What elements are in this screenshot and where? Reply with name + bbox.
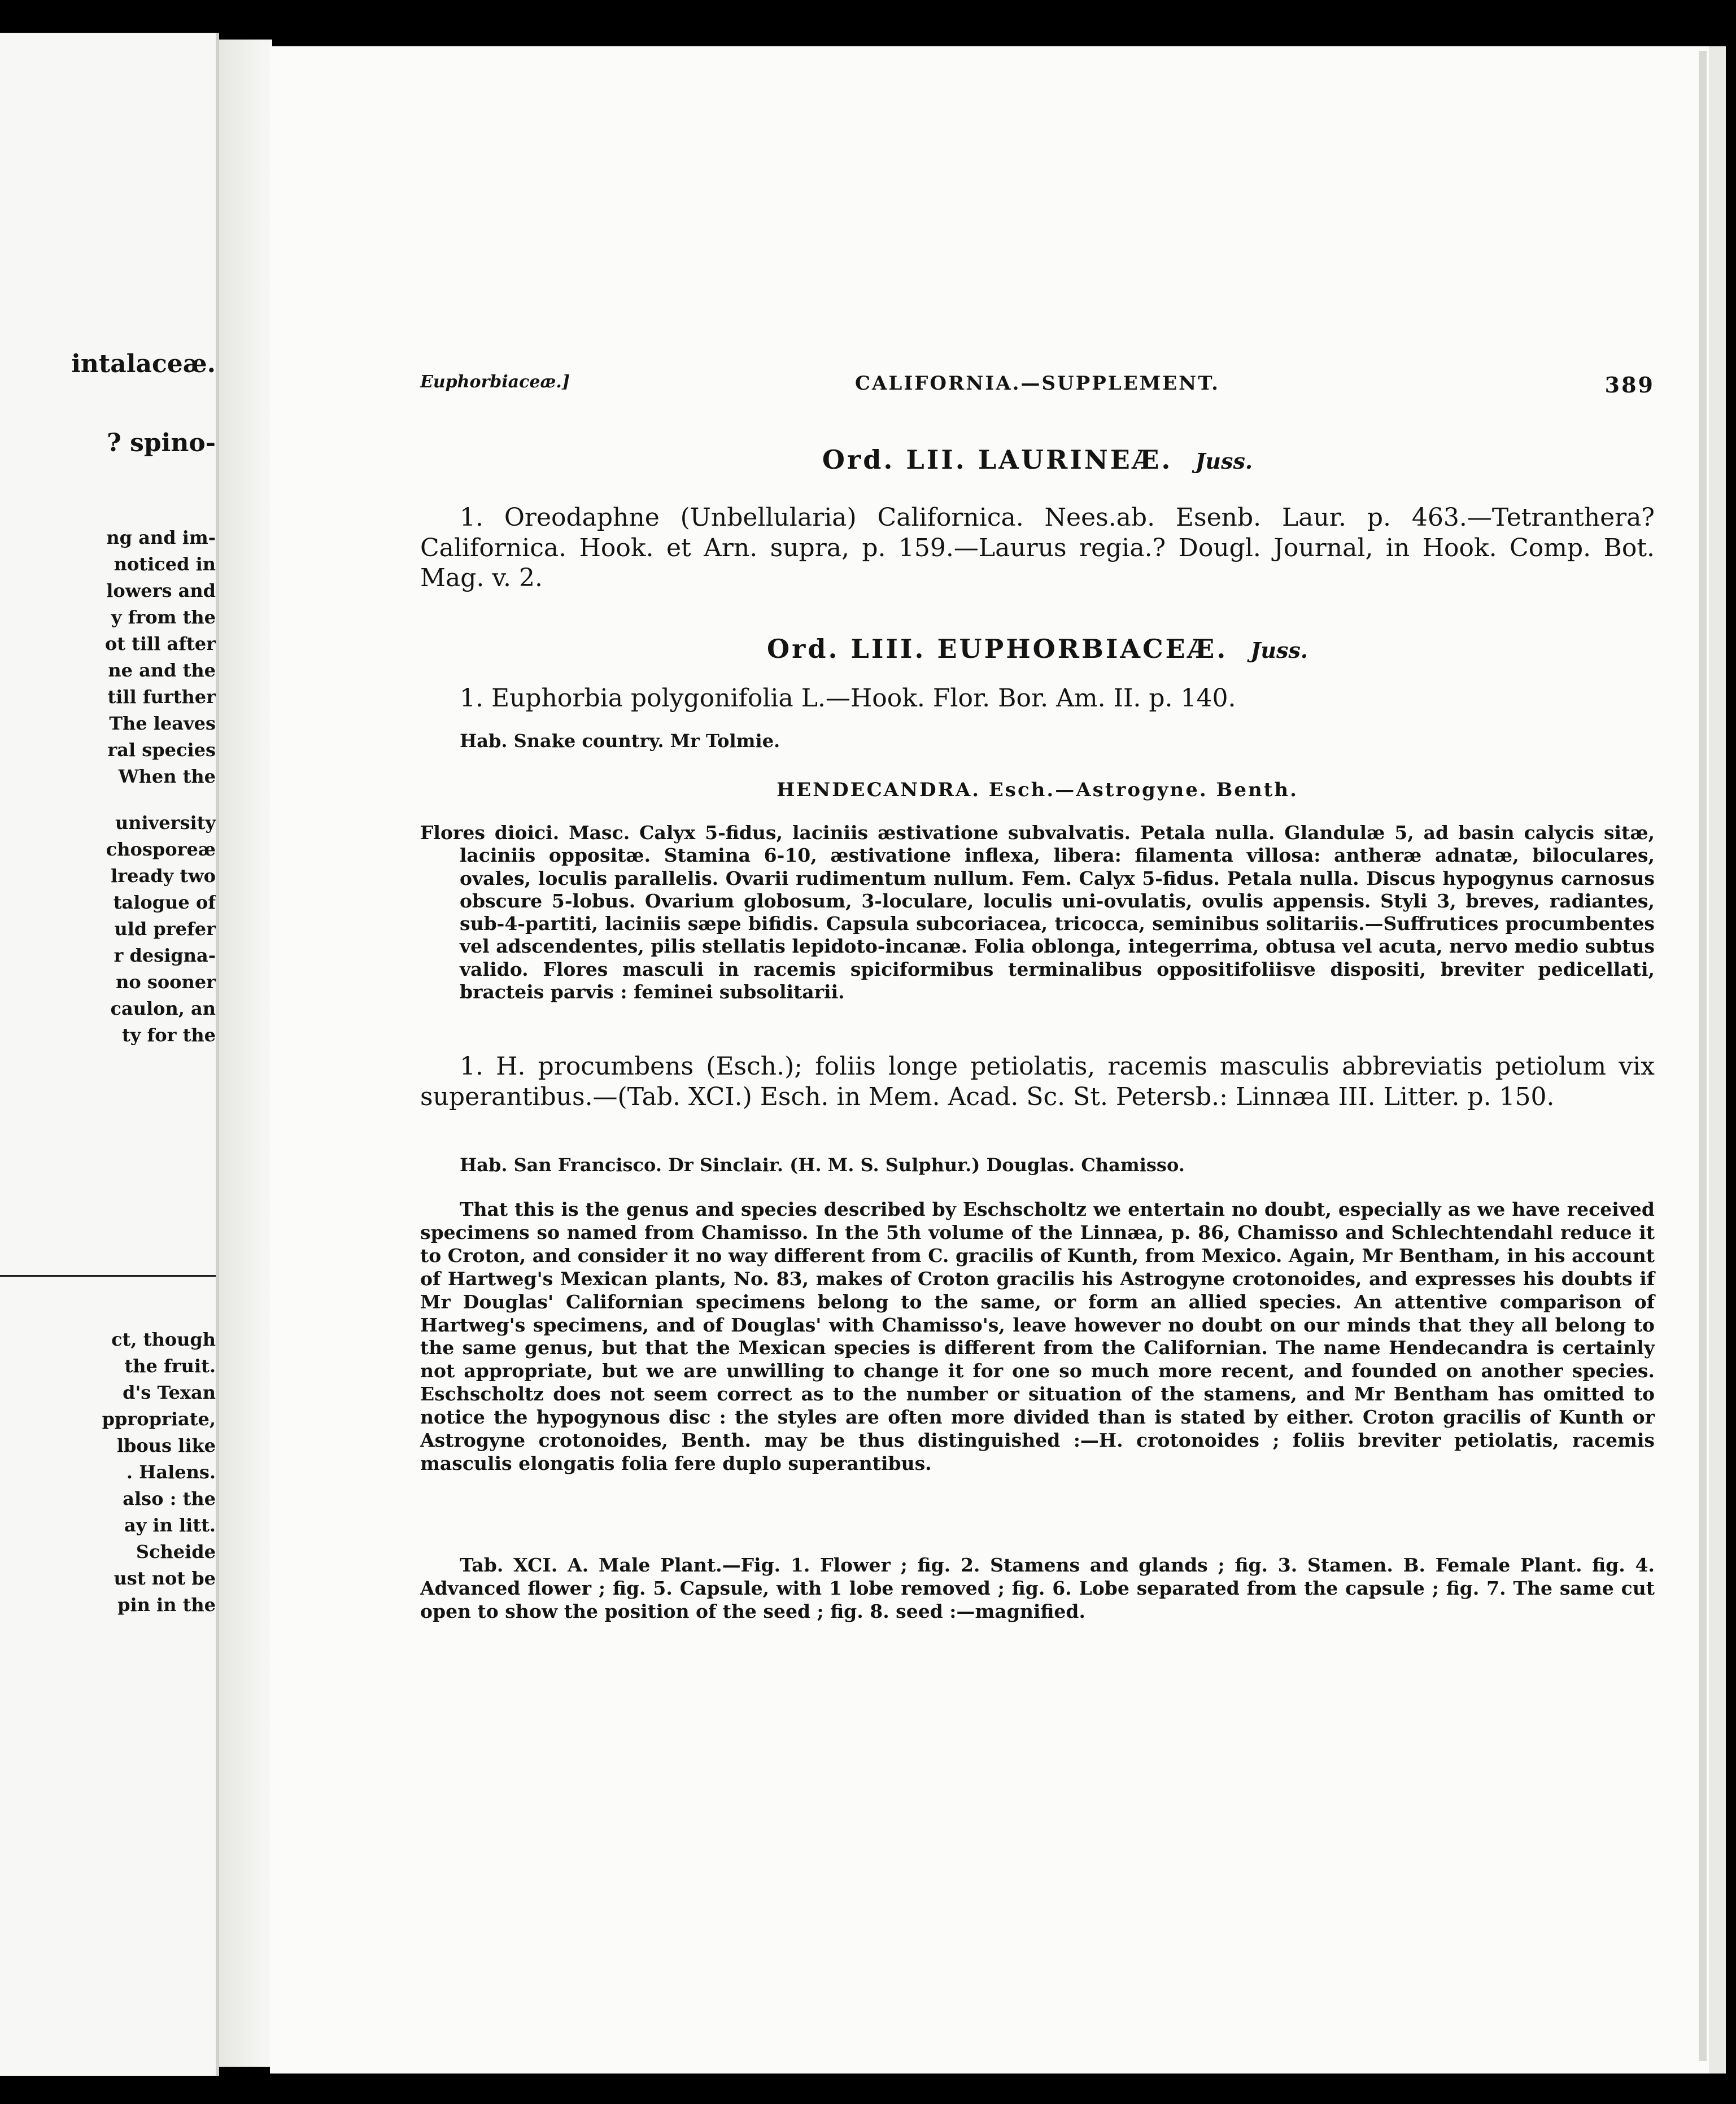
order-heading-laurineae xyxy=(420,444,1655,475)
page-edge xyxy=(1699,51,1707,2061)
genus-title: HENDECANDRA. Esch.—Astrogyne. Benth. xyxy=(777,779,1298,801)
left-line: ty for the xyxy=(121,1024,216,1046)
left-line: d's Texan xyxy=(123,1382,216,1403)
order-title: Ord. LII. LAURINEÆ. xyxy=(822,444,1173,475)
habitat-line: Hab. Snake country. Mr Tolmie. xyxy=(460,730,780,752)
right-page xyxy=(270,46,1726,2074)
order-heading-euphorbiaceae xyxy=(420,634,1655,664)
species-entry: 1. Oreodaphne (Unbellularia) Californica. Nees.ab. Esenb. Laur. p. 463.—Tetranthera? Californica. Hook. et Arn. supra, p. 159.—Laurus regia.? Dougl. Journal, in Hook. Comp. Bot. Mag. v. 2. xyxy=(420,503,1655,593)
running-header xyxy=(420,372,1655,400)
genus-description xyxy=(420,822,1655,1003)
left-line: ot till after xyxy=(104,633,216,654)
habitat-line: Hab. San Francisco. Dr Sinclair. (H. M. S. Sulphur.) Douglas. Chamisso. xyxy=(460,1154,1185,1176)
left-line: ppropriate, xyxy=(102,1408,216,1430)
left-line: the fruit. xyxy=(124,1355,216,1377)
left-line: ct, though xyxy=(111,1329,216,1350)
entry-euphorbia xyxy=(420,683,1655,714)
left-line: till further xyxy=(107,686,216,708)
order-title: Ord. LIII. EUPHORBIACEÆ. xyxy=(767,634,1228,664)
left-line: lbous like xyxy=(116,1435,216,1456)
left-page-rule xyxy=(0,1275,216,1277)
left-line: ay in litt. xyxy=(124,1514,216,1536)
entry-hendecandra xyxy=(420,1051,1655,1112)
left-line: uld prefer xyxy=(114,918,216,940)
left-line: also : the xyxy=(123,1488,216,1509)
discussion-text: That this is the genus and species described by Eschscholtz we entertain no doubt, especially as we have received specimens so named from Chamisso. In the 5th volume of the Linnæa, p. 86, Chamisso and Schlechtendahl reduce it to Croton, and consider it no way different from C. gracilis of Kunth, from Mexico. Again, Mr Bentham, in his account of Hartweg's Mexican plants, No. 83, makes of Croton gracilis his Astrogyne crotonoides, and expresses his doubts if Mr Douglas' Californian specimens belong to the same, or form an allied species. An attentive comparison of Hartweg's specimens, and of Douglas' with Chamisso's, leave however no doubt on our minds that they all belong to the same genus, but that the Mexican species is different from the Californian. The name Hendecandra is certainly not appropriate, but we are unwilling to change it for one so much more recent, and founded on another species. Eschscholtz does not seem correct as to the number or situation of the stamens, and Mr Bentham has omitted to notice the hypogynous disc : the styles are often more divided than is stated by either. Croton gracilis of Kunth or Astrogyne crotonoides, Benth. may be thus distinguished :—H. crotonoides ; foliis breviter petiolatis, racemis masculis elongatis folia fere duplo superantibus. xyxy=(420,1198,1655,1474)
left-line: . Halens. xyxy=(126,1461,216,1483)
discussion xyxy=(420,1198,1655,1476)
plate-explanation xyxy=(420,1554,1655,1623)
order-authority: Juss. xyxy=(1195,448,1253,474)
left-line: lready two xyxy=(111,865,216,887)
header-section: Euphorbiaceæ.] xyxy=(420,372,570,392)
left-line: When the xyxy=(118,766,216,787)
left-line: ral species xyxy=(107,739,216,761)
left-line: ng and im- xyxy=(106,527,216,548)
left-line: ne and the xyxy=(108,660,216,681)
left-line: talogue of xyxy=(113,892,216,913)
species-entry: 1. H. procumbens (Esch.); foliis longe petiolatis, racemis masculis abbreviatis petiolum vix superantibus.—(Tab. XCI.) Esch. in Mem. Acad. Sc. St. Petersb.: Linnæa III. Litter. p. 150. xyxy=(420,1052,1655,1111)
left-page xyxy=(0,33,219,2076)
left-line: caulon, an xyxy=(110,998,216,1019)
page-number: 389 xyxy=(1604,372,1655,398)
left-line: no sooner xyxy=(116,971,216,993)
description-text: Flores dioici. Masc. Calyx 5-fidus, laciniis æstivatione subvalvatis. Petala nulla. Glandulæ 5, ad basin calycis sitæ, laciniis oppositæ. Stamina 6-10, æstivatione inflexa, libera: filamenta villosa: antheræ adnatæ, biloculares, ovales, loculis parallelis. Ovarii rudimentum nullum. Fem. Calyx 5-fidus. Petala nulla. Discus hypogynus carnosus obscure 5-lobus. Ovarium globosum, 3-loculare, loculis uni-ovulatis, ovulis appensis. Styli 3, breves, radiantes, sub-4-partiti, laciniis sæpe bifidis. Capsula subcoriacea, tricocca, seminibus solitariis.—Suffrutices procumbentes vel adscendentes, pilis stellatis lepidoto-incanæ. Folia oblonga, integerrima, obtusa vel acuta, nervo medio subtus valido. Flores masculi in racemis spiciformibus terminalibus oppositifoliisve dispositi, breviter pedicellati, bracteis parvis : feminei subsolitarii. xyxy=(420,822,1655,1003)
left-line: y from the xyxy=(111,606,216,628)
order-authority: Juss. xyxy=(1250,638,1308,663)
genus-heading xyxy=(420,779,1655,801)
left-line: ? spino- xyxy=(107,429,216,457)
left-line: university xyxy=(115,812,216,833)
left-line: intalaceæ. xyxy=(71,350,216,378)
left-line: r designa- xyxy=(114,945,216,966)
left-line: pin in the xyxy=(117,1594,216,1616)
header-title: CALIFORNIA.—SUPPLEMENT. xyxy=(854,372,1220,395)
entry-oreodaphne xyxy=(420,503,1655,593)
species-entry: 1. Euphorbia polygonifolia L.—Hook. Flor. Bor. Am. II. p. 140. xyxy=(460,684,1236,713)
book-gutter xyxy=(219,40,272,2067)
left-line: chosporeæ xyxy=(106,839,216,860)
habitat-hendecandra xyxy=(420,1154,1655,1176)
left-line: lowers and xyxy=(106,580,216,601)
habitat-euphorbia xyxy=(420,730,1655,752)
left-line: noticed in xyxy=(114,553,216,575)
plate-text: Tab. XCI. A. Male Plant.—Fig. 1. Flower ; fig. 2. Stamens and glands ; fig. 3. Stamen. B. Female Plant. fig. 4. Advanced flower ; fig. 5. Capsule, with 1 lobe removed ; fig. 6. Lobe separated from the capsule ; fig. 7. The same cut open to show the position of the seed ; fig. 8. seed :—magnified. xyxy=(420,1554,1655,1622)
left-line: ust not be xyxy=(114,1568,216,1589)
left-line: The leaves xyxy=(109,713,216,734)
left-line: Scheide xyxy=(136,1541,216,1562)
